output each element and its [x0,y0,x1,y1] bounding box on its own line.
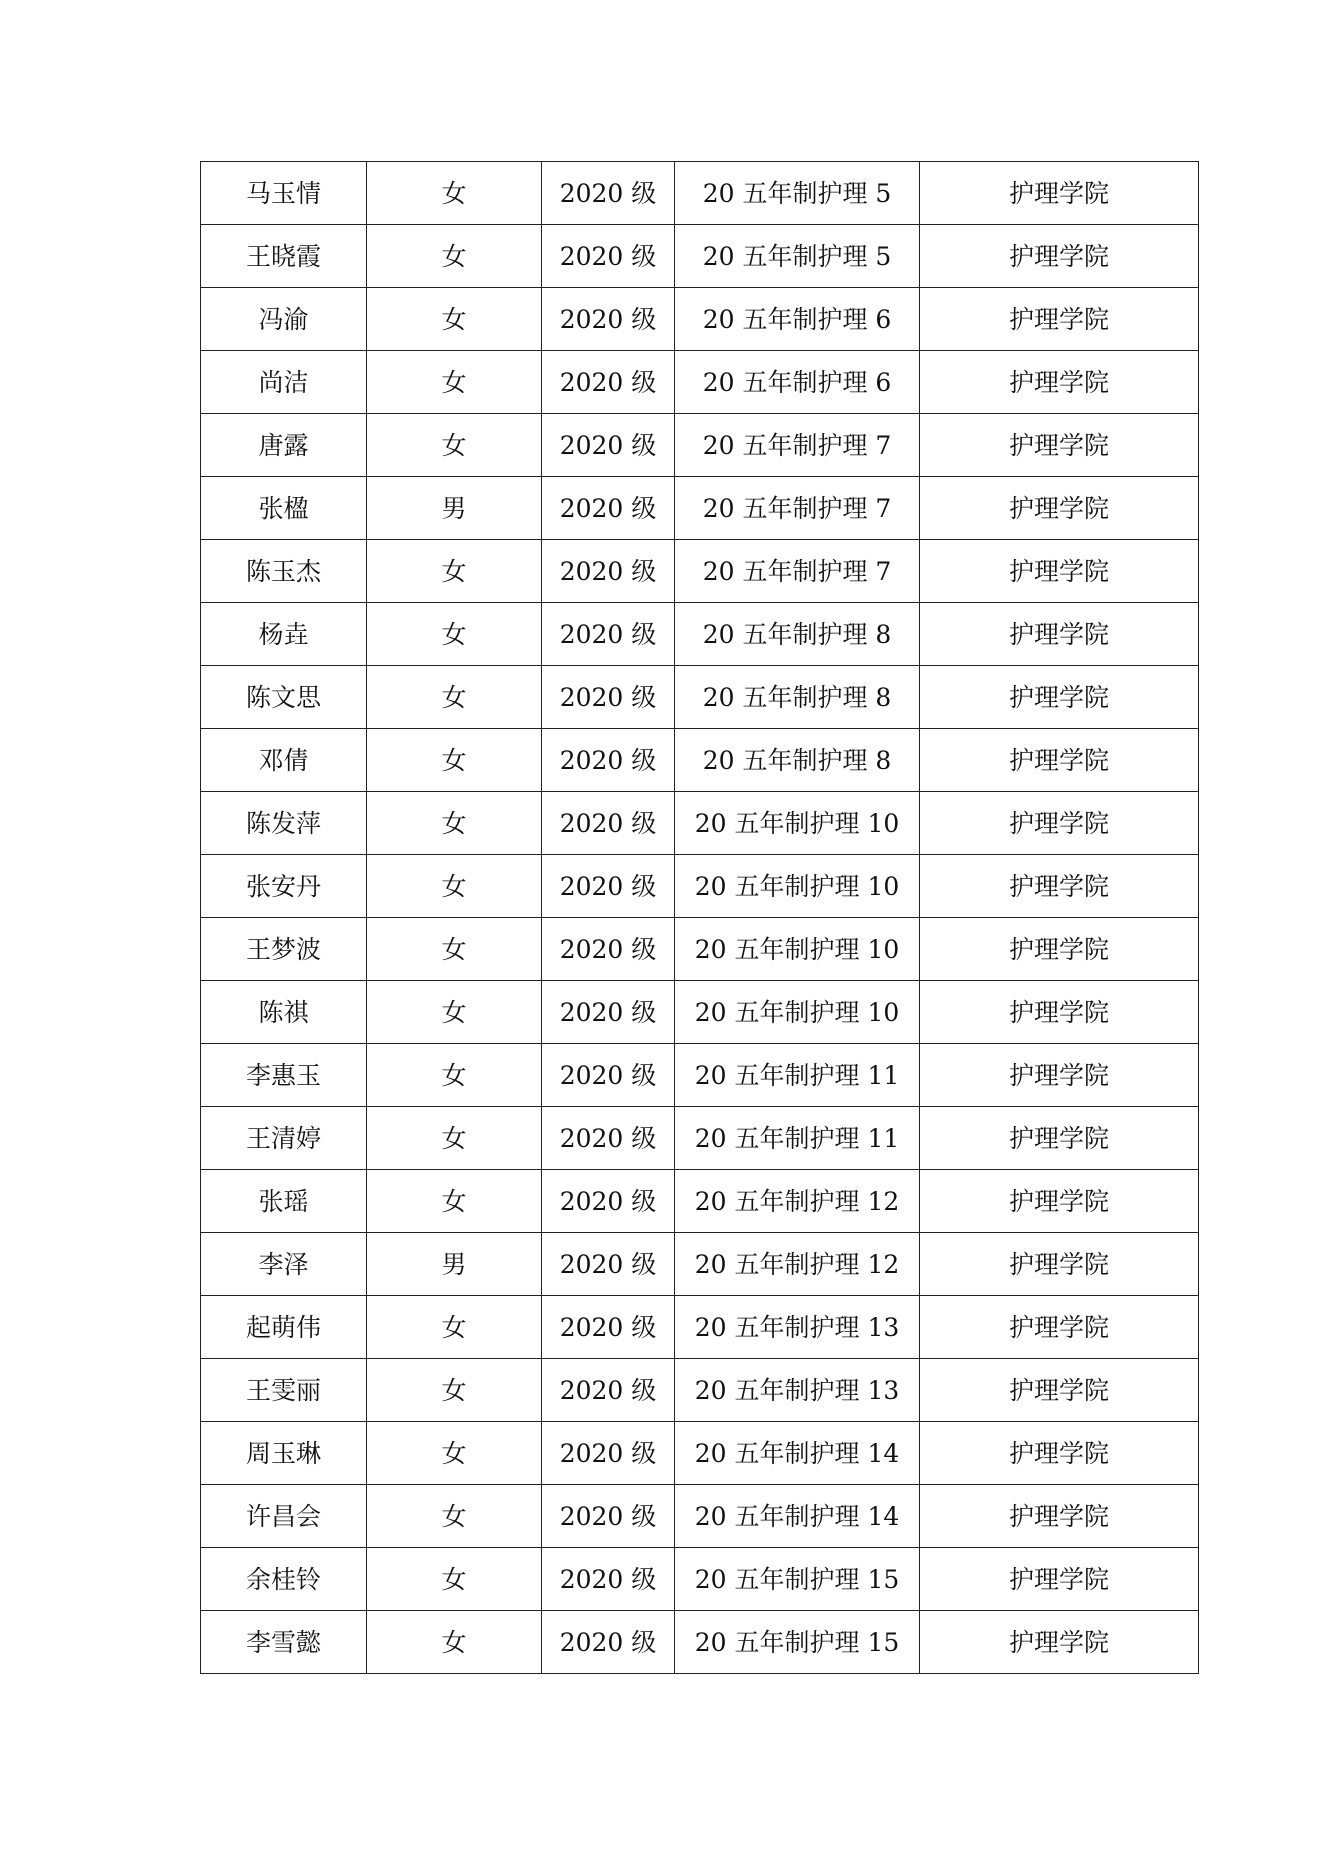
student-name-cell: 许昌会 [201,1485,367,1548]
table-row [201,981,1199,1044]
college-cell: 护理学院 [920,981,1199,1044]
college-cell: 护理学院 [920,918,1199,981]
table-row [201,1611,1199,1674]
table-row [201,477,1199,540]
grade-cell: 2020 级 [542,666,675,729]
table-row [201,1044,1199,1107]
table-row [201,1548,1199,1611]
table-row [201,792,1199,855]
grade-cell: 2020 级 [542,1611,675,1674]
grade-cell: 2020 级 [542,855,675,918]
gender-cell: 女 [367,288,542,351]
student-name-cell: 张安丹 [201,855,367,918]
grade-cell: 2020 级 [542,1422,675,1485]
college-cell: 护理学院 [920,162,1199,225]
gender-cell: 女 [367,603,542,666]
class-cell: 20 五年制护理 5 [675,162,920,225]
college-cell: 护理学院 [920,1296,1199,1359]
college-cell: 护理学院 [920,288,1199,351]
class-cell: 20 五年制护理 11 [675,1107,920,1170]
class-cell: 20 五年制护理 13 [675,1296,920,1359]
class-cell: 20 五年制护理 10 [675,855,920,918]
grade-cell: 2020 级 [542,477,675,540]
class-cell: 20 五年制护理 8 [675,666,920,729]
student-name-cell: 起萌伟 [201,1296,367,1359]
gender-cell: 女 [367,1359,542,1422]
table-row [201,1422,1199,1485]
college-cell: 护理学院 [920,1170,1199,1233]
gender-cell: 女 [367,351,542,414]
table-row [201,1170,1199,1233]
gender-cell: 女 [367,855,542,918]
class-cell: 20 五年制护理 11 [675,1044,920,1107]
grade-cell: 2020 级 [542,729,675,792]
student-name-cell: 尚洁 [201,351,367,414]
grade-cell: 2020 级 [542,981,675,1044]
gender-cell: 女 [367,792,542,855]
table-row [201,1485,1199,1548]
college-cell: 护理学院 [920,225,1199,288]
grade-cell: 2020 级 [542,1233,675,1296]
student-name-cell: 陈文思 [201,666,367,729]
class-cell: 20 五年制护理 14 [675,1485,920,1548]
student-name-cell: 王晓霞 [201,225,367,288]
college-cell: 护理学院 [920,351,1199,414]
college-cell: 护理学院 [920,1233,1199,1296]
student-name-cell: 冯渝 [201,288,367,351]
gender-cell: 女 [367,225,542,288]
class-cell: 20 五年制护理 10 [675,792,920,855]
class-cell: 20 五年制护理 5 [675,225,920,288]
class-cell: 20 五年制护理 12 [675,1170,920,1233]
gender-cell: 女 [367,1107,542,1170]
gender-cell: 女 [367,414,542,477]
grade-cell: 2020 级 [542,414,675,477]
grade-cell: 2020 级 [542,918,675,981]
grade-cell: 2020 级 [542,792,675,855]
gender-cell: 女 [367,1296,542,1359]
table-row [201,225,1199,288]
table-row [201,288,1199,351]
college-cell: 护理学院 [920,1107,1199,1170]
student-name-cell: 余桂铃 [201,1548,367,1611]
grade-cell: 2020 级 [542,225,675,288]
table-row [201,855,1199,918]
table-row [201,540,1199,603]
student-name-cell: 王清婷 [201,1107,367,1170]
college-cell: 护理学院 [920,729,1199,792]
gender-cell: 女 [367,540,542,603]
grade-cell: 2020 级 [542,162,675,225]
college-cell: 护理学院 [920,855,1199,918]
student-name-cell: 周玉琳 [201,1422,367,1485]
table-row [201,729,1199,792]
table-row [201,603,1199,666]
grade-cell: 2020 级 [542,1107,675,1170]
college-cell: 护理学院 [920,477,1199,540]
table-row [201,1233,1199,1296]
class-cell: 20 五年制护理 15 [675,1548,920,1611]
college-cell: 护理学院 [920,414,1199,477]
student-name-cell: 张瑶 [201,1170,367,1233]
class-cell: 20 五年制护理 8 [675,729,920,792]
gender-cell: 男 [367,477,542,540]
gender-cell: 男 [367,1233,542,1296]
class-cell: 20 五年制护理 14 [675,1422,920,1485]
student-name-cell: 李雪懿 [201,1611,367,1674]
class-cell: 20 五年制护理 15 [675,1611,920,1674]
class-cell: 20 五年制护理 6 [675,351,920,414]
class-cell: 20 五年制护理 6 [675,288,920,351]
grade-cell: 2020 级 [542,1170,675,1233]
table-row [201,1107,1199,1170]
college-cell: 护理学院 [920,1359,1199,1422]
student-name-cell: 杨垚 [201,603,367,666]
student-name-cell: 邓倩 [201,729,367,792]
class-cell: 20 五年制护理 13 [675,1359,920,1422]
gender-cell: 女 [367,918,542,981]
student-name-cell: 王梦波 [201,918,367,981]
college-cell: 护理学院 [920,1548,1199,1611]
student-name-cell: 马玉情 [201,162,367,225]
gender-cell: 女 [367,1485,542,1548]
college-cell: 护理学院 [920,1044,1199,1107]
grade-cell: 2020 级 [542,540,675,603]
student-name-cell: 陈祺 [201,981,367,1044]
table-row [201,1296,1199,1359]
gender-cell: 女 [367,666,542,729]
grade-cell: 2020 级 [542,1296,675,1359]
grade-cell: 2020 级 [542,1548,675,1611]
college-cell: 护理学院 [920,540,1199,603]
student-name-cell: 陈发萍 [201,792,367,855]
class-cell: 20 五年制护理 8 [675,603,920,666]
gender-cell: 女 [367,1611,542,1674]
college-cell: 护理学院 [920,1485,1199,1548]
class-cell: 20 五年制护理 10 [675,981,920,1044]
grade-cell: 2020 级 [542,603,675,666]
student-name-cell: 李泽 [201,1233,367,1296]
grade-cell: 2020 级 [542,1485,675,1548]
student-name-cell: 唐露 [201,414,367,477]
class-cell: 20 五年制护理 7 [675,414,920,477]
table-row [201,666,1199,729]
gender-cell: 女 [367,1548,542,1611]
student-name-cell: 王雯丽 [201,1359,367,1422]
table-row [201,162,1199,225]
gender-cell: 女 [367,1422,542,1485]
gender-cell: 女 [367,1044,542,1107]
table-row [201,918,1199,981]
table-row [201,414,1199,477]
college-cell: 护理学院 [920,603,1199,666]
gender-cell: 女 [367,729,542,792]
grade-cell: 2020 级 [542,351,675,414]
grade-cell: 2020 级 [542,1044,675,1107]
table-row [201,351,1199,414]
class-cell: 20 五年制护理 10 [675,918,920,981]
student-name-cell: 陈玉杰 [201,540,367,603]
class-cell: 20 五年制护理 7 [675,477,920,540]
roster-table-body [201,162,1199,1674]
gender-cell: 女 [367,162,542,225]
grade-cell: 2020 级 [542,1359,675,1422]
student-name-cell: 张楹 [201,477,367,540]
table-row [201,1359,1199,1422]
college-cell: 护理学院 [920,666,1199,729]
college-cell: 护理学院 [920,1422,1199,1485]
college-cell: 护理学院 [920,1611,1199,1674]
college-cell: 护理学院 [920,792,1199,855]
class-cell: 20 五年制护理 12 [675,1233,920,1296]
student-name-cell: 李惠玉 [201,1044,367,1107]
student-roster-table [200,161,1199,1674]
gender-cell: 女 [367,981,542,1044]
gender-cell: 女 [367,1170,542,1233]
grade-cell: 2020 级 [542,288,675,351]
class-cell: 20 五年制护理 7 [675,540,920,603]
